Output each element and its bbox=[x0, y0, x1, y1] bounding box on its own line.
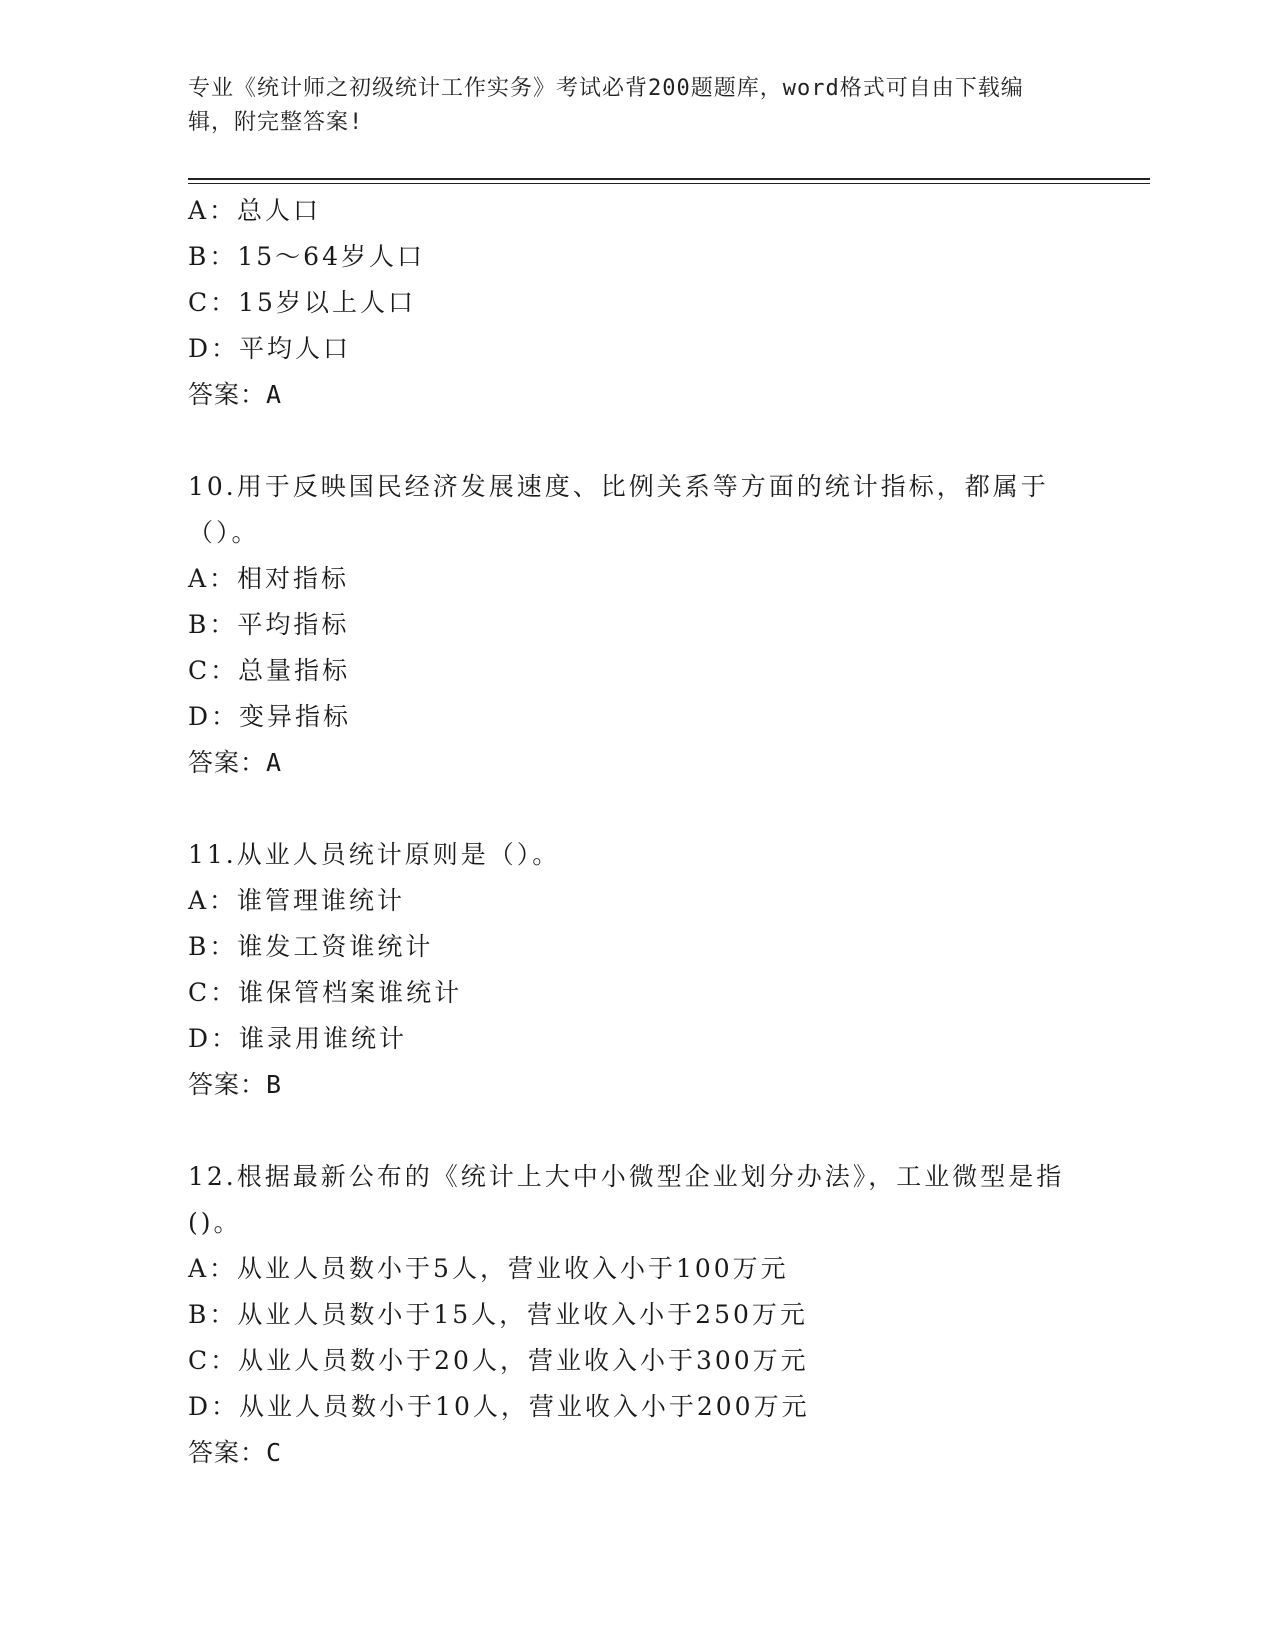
option-d: D：平均人口 bbox=[188, 334, 352, 363]
answer-label: 答案： bbox=[188, 748, 267, 777]
question-stem: 10.用于反映国民经济发展速度、比例关系等方面的统计指标，都属于（）。 bbox=[188, 472, 1049, 547]
option-c: C：总量指标 bbox=[188, 656, 351, 685]
answer-value: A bbox=[266, 748, 283, 777]
question-12-block bbox=[188, 1154, 1088, 1476]
question-10-block bbox=[188, 464, 1088, 786]
option-a: A：总人口 bbox=[188, 196, 322, 225]
answer-label: 答案： bbox=[188, 380, 267, 409]
option-b: B：谁发工资谁统计 bbox=[188, 932, 434, 961]
answer-value: B bbox=[266, 1070, 283, 1099]
spacer bbox=[188, 418, 1088, 464]
question-stem: 12.根据最新公布的《统计上大中小微型企业划分办法》，工业微型是指()。 bbox=[188, 1162, 1065, 1237]
question-list bbox=[188, 188, 1088, 1476]
answer-line bbox=[188, 740, 1088, 786]
option-b: B：从业人员数小于15人，营业收入小于250万元 bbox=[188, 1300, 808, 1329]
option-c: C：谁保管档案谁统计 bbox=[188, 978, 463, 1007]
question-stem: 11.从业人员统计原则是（）。 bbox=[188, 840, 561, 869]
answer-line bbox=[188, 372, 1088, 418]
option-d: D：谁录用谁统计 bbox=[188, 1024, 408, 1053]
question-9-block bbox=[188, 188, 1088, 418]
option-a: A：从业人员数小于5人，营业收入小于100万元 bbox=[188, 1254, 789, 1283]
document-header: 专业《统计师之初级统计工作实务》考试必背200题题库，word格式可自由下载编辑，附完整答案! bbox=[188, 76, 1024, 135]
header-rule-thick bbox=[188, 178, 1150, 180]
answer-value: A bbox=[266, 380, 283, 409]
option-d: D：从业人员数小于10人，营业收入小于200万元 bbox=[188, 1392, 810, 1421]
answer-line bbox=[188, 1430, 1088, 1476]
header-rule-thin bbox=[188, 183, 1150, 184]
option-b: B：15～64岁人口 bbox=[188, 242, 425, 271]
option-b: B：平均指标 bbox=[188, 610, 350, 639]
option-c: C：15岁以上人口 bbox=[188, 288, 416, 317]
question-11-block bbox=[188, 832, 1088, 1108]
answer-label: 答案： bbox=[188, 1438, 267, 1467]
option-a: A：谁管理谁统计 bbox=[188, 886, 406, 915]
spacer bbox=[188, 786, 1088, 832]
option-c: C：从业人员数小于20人，营业收入小于300万元 bbox=[188, 1346, 809, 1375]
answer-line bbox=[188, 1062, 1088, 1108]
answer-value: C bbox=[266, 1438, 283, 1467]
option-d: D：变异指标 bbox=[188, 702, 352, 731]
option-a: A：相对指标 bbox=[188, 564, 350, 593]
spacer bbox=[188, 1108, 1088, 1154]
answer-label: 答案： bbox=[188, 1070, 267, 1099]
